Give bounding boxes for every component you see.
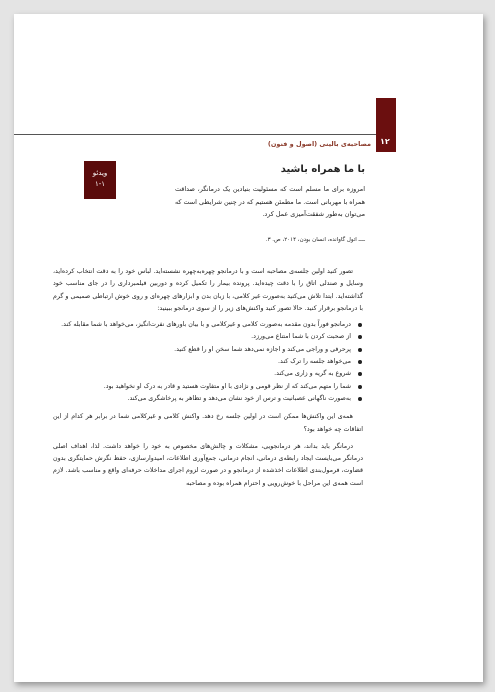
- body-text: [53, 266, 363, 490]
- video-label: ویدئو: [92, 169, 108, 177]
- paragraph: تصور کنید اولین جلسه‌ی مصاحبه است و با درمانجو چهره‌به‌چهره نشسته‌اید. لباس خود را به دقت انتخاب کرده‌اید، وسایل و صندلی اتاق را با دقت چیده‌اید. پرونده بیمار را تکمیل کرده و دوربین فیلمبرداری را در جای مناسب خود گذاشته‌اید. ابتدا تلاش می‌کنید به‌صورت غیر کلامی، با زبان بدن و ابزارهای چهره‌ای و روی خوش ارتباطی صمیمی و گرم با درمانجو برقرار کنید. حالا تصور کنید واکنش‌های زیر را از سوی درمانجو ببینید:: [53, 268, 363, 312]
- list-item: شما را متهم می‌کند که از نظر قومی و نژادی با او متفاوت هستید و قادر به درک او نخواهید بود.: [53, 381, 353, 393]
- bullet-icon: [358, 372, 362, 376]
- book-page: [14, 14, 483, 682]
- bullet-icon: [358, 348, 362, 352]
- epigraph-quote: امروزه برای ما مسلم است که مسئولیت بنیادین یک درمانگر، صداقت همراه با مهربانی است. ما مطمئن هستیم که در چنین شرایطی است که می‌توان به‌طور شفقت‌آمیزی عمل کرد.: [175, 185, 365, 218]
- bullet-icon: [358, 360, 362, 364]
- header-rule: [14, 134, 376, 135]
- list-item: می‌خواهد جلسه را ترک کند.: [53, 356, 353, 368]
- paragraph: درمانگر باید بداند، هر درمانجویی، مشکلات و چالش‌های مخصوص به خود را خواهد داشت. لذا، اهداف اصلی درمانگر می‌بایست ایجاد رابطه‌ی درمانی، انجام درمانی، جمع‌آوری اطلاعات، امیدوارسازی، حفظ نگرش حمایتگری بدون قضاوت، فرمول‌بندی اطلاعات اخذشده از درمانجو و در صورت لزوم اجرای مداخلات حرفه‌ای واقع و مناسب باشد. لازم است همه‌ی این مراحل با خوش‌رویی و احترام همراه بوده و مصاحبه: [53, 442, 363, 487]
- paragraph: همه‌ی این واکنش‌ها ممکن است در اولین جلسه رخ دهد. واکنش کلامی و غیرکلامی شما در برابر هر کدام از این اتفاقات چه خواهد بود؟: [53, 413, 363, 433]
- section-title: با ما همراه باشید: [280, 164, 365, 175]
- video-box: [84, 161, 116, 199]
- bullet-icon: [358, 397, 362, 401]
- list-item: شروع به گریه و زاری می‌کند.: [53, 368, 353, 380]
- list-item: پرحرفی و وراجی می‌کند و اجازه نمی‌دهد شما سخن او را قطع کنید.: [53, 344, 353, 356]
- bullet-icon: [358, 335, 362, 339]
- reaction-list: [53, 319, 363, 405]
- running-title: مصاحبه‌ی بالینی (اصول و فنون): [267, 140, 371, 148]
- bullet-icon: [358, 385, 362, 389]
- epigraph-source: ــــ اتول گاوانده، انسان بودن، ۲۰۱۴، ص. ۳.: [265, 237, 365, 243]
- page-number: ۱۲: [380, 137, 390, 146]
- bullet-icon: [358, 323, 362, 327]
- list-item: درمانجو فوراً بدون مقدمه به‌صورت کلامی و غیرکلامی و با بیان باورهای نفرت‌انگیز، می‌خواهد با شما مقابله کند.: [53, 319, 353, 331]
- list-item: از صحبت کردن با شما امتناع می‌ورزد.: [53, 331, 353, 343]
- list-item: به‌صورت ناگهانی عصبانیت و ترس از خود نشان می‌دهد و تظاهر به پرخاشگری می‌کند.: [53, 393, 353, 405]
- video-number: ۱-۱: [94, 180, 106, 188]
